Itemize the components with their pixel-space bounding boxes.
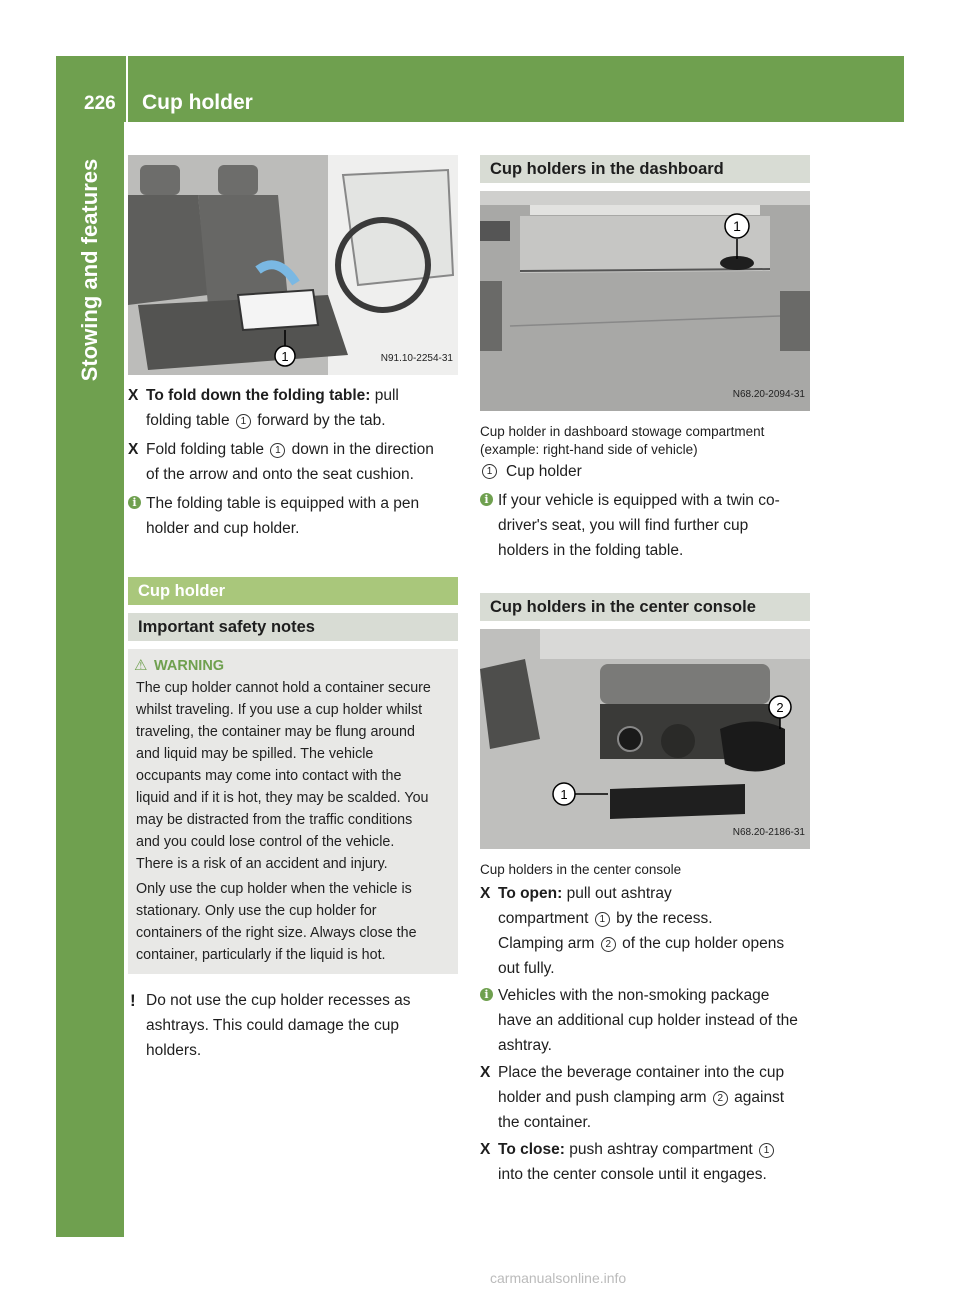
- right-column: [480, 155, 810, 1187]
- callout-marker: 1: [595, 912, 610, 927]
- info-twin-seat: [480, 488, 810, 563]
- warning-line: The cup holder cannot hold a container secure: [136, 680, 431, 696]
- step-text: down in the direction: [287, 441, 434, 458]
- section-title: Cup holder: [128, 577, 458, 605]
- step-text: out fully.: [498, 960, 555, 977]
- step-place: [480, 1060, 810, 1135]
- warning-heading: [136, 655, 450, 677]
- section-title-dashboard: Cup holders in the dashboard: [480, 155, 810, 183]
- info-text: holder and cup holder.: [146, 520, 300, 537]
- svg-text:1: 1: [281, 349, 289, 364]
- page-number: 226: [84, 93, 116, 114]
- header-divider: [126, 56, 128, 122]
- step-arrow-icon: X: [480, 885, 491, 902]
- callout-marker: 1: [759, 1143, 774, 1158]
- warning-text: [136, 677, 450, 966]
- step-lead: To close:: [498, 1141, 565, 1158]
- warning-line: Only use the cup holder when the vehicle is: [136, 881, 412, 897]
- step-text: pull: [370, 387, 399, 404]
- callout-marker: 2: [601, 937, 616, 952]
- warning-line: container, particularly if the liquid is hot.: [136, 947, 386, 963]
- info-folding-table: [128, 491, 458, 541]
- folding-table-photo: [128, 155, 458, 375]
- info-icon: i: [128, 496, 141, 509]
- step-fold-table: [128, 437, 458, 487]
- step-text: by the recess.: [611, 910, 713, 927]
- step-open: [480, 881, 810, 981]
- svg-text:1: 1: [733, 218, 741, 234]
- warning-line: and you could lose control of the vehicle.: [136, 834, 395, 850]
- info-text: Vehicles with the non-smoking package: [498, 987, 770, 1004]
- step-arrow-icon: X: [128, 387, 139, 404]
- note-text: ashtrays. This could damage the cup: [146, 1017, 400, 1034]
- figure-code: N68.20-2094-31: [732, 389, 805, 400]
- step-lead: To open:: [498, 885, 563, 902]
- callout-marker: 1: [482, 464, 497, 479]
- svg-text:1: 1: [560, 787, 568, 802]
- warning-label: WARNING: [154, 658, 225, 674]
- note-text: Do not use the cup holder recesses as: [146, 992, 411, 1009]
- warning-line: traveling, the container may be flung around: [136, 724, 415, 740]
- step-text: Clamping arm: [498, 935, 599, 952]
- figure-code: N91.10-2254-31: [380, 353, 453, 364]
- warning-triangle-icon: ⚠: [134, 657, 148, 674]
- step-text: Fold folding table: [146, 441, 269, 458]
- caption-line: Cup holder in dashboard stowage compartment: [480, 424, 765, 439]
- warning-line: containers of the right size. Always close the: [136, 925, 417, 941]
- subsection-title: Important safety notes: [128, 613, 458, 641]
- step-text: against: [729, 1089, 785, 1106]
- step-text: pull out ashtray: [562, 885, 672, 902]
- info-icon: i: [480, 988, 493, 1001]
- left-column: [128, 155, 458, 1063]
- legend-text: Cup holder: [506, 463, 582, 480]
- info-text: holders in the folding table.: [498, 542, 684, 559]
- info-text: ashtray.: [498, 1037, 552, 1054]
- step-arrow-icon: X: [480, 1064, 491, 1081]
- watermark: carmanualsonline.info: [490, 1270, 627, 1286]
- step-close: [480, 1137, 810, 1187]
- info-text: have an additional cup holder instead of the: [498, 1012, 798, 1029]
- step-arrow-icon: X: [128, 441, 139, 458]
- callout-marker: 1: [236, 414, 251, 429]
- warning-box: [128, 649, 458, 974]
- step-fold-down: [128, 383, 458, 433]
- note-damage: [128, 988, 458, 1063]
- dashboard-figure: [480, 191, 810, 411]
- info-text: The folding table is equipped with a pen: [146, 495, 420, 512]
- svg-text:2: 2: [776, 700, 784, 715]
- console-caption: Cup holders in the center console: [480, 862, 682, 877]
- callout-marker: 2: [713, 1091, 728, 1106]
- dashboard-caption: [480, 423, 810, 459]
- step-text: of the arrow and onto the seat cushion.: [146, 466, 414, 483]
- page-title: Cup holder: [142, 91, 253, 114]
- warning-line: may be distracted from the traffic conditions: [136, 812, 413, 828]
- caption-line: (example: right-hand side of vehicle): [480, 442, 698, 457]
- dashboard-photo: [480, 191, 810, 411]
- warning-line: whilst traveling. If you use a cup holder whilst: [136, 702, 423, 718]
- info-icon: i: [480, 493, 493, 506]
- side-tab: [56, 122, 124, 1237]
- dashboard-legend: [480, 459, 810, 484]
- step-text: Place the beverage container into the cup: [498, 1064, 785, 1081]
- folding-table-figure: [128, 155, 458, 375]
- step-lead: To fold down the folding table:: [146, 387, 371, 404]
- warning-line: occupants may come into contact with the: [136, 768, 402, 784]
- warning-line: and liquid may be spilled. The vehicle: [136, 746, 374, 762]
- step-text: forward by the tab.: [252, 412, 386, 429]
- step-text: holder and push clamping arm: [498, 1089, 711, 1106]
- step-text: of the cup holder opens: [617, 935, 785, 952]
- section-title-console: Cup holders in the center console: [480, 593, 810, 621]
- step-arrow-icon: X: [480, 1141, 491, 1158]
- warning-line: There is a risk of an accident and injury.: [136, 856, 388, 872]
- callout-marker: 1: [270, 443, 285, 458]
- warning-line: stationary. Only use the cup holder for: [136, 903, 377, 919]
- info-non-smoking: [480, 983, 810, 1058]
- console-figure: [480, 629, 810, 849]
- figure-code: N68.20-2186-31: [732, 827, 805, 838]
- side-tab-label: Stowing and features: [77, 158, 102, 382]
- info-text: If your vehicle is equipped with a twin co-: [498, 492, 780, 509]
- warning-line: liquid and if it is hot, they may be scalded. You: [136, 790, 429, 806]
- console-photo: [480, 629, 810, 849]
- exclamation-icon: !: [130, 991, 136, 1010]
- step-text: folding table: [146, 412, 234, 429]
- step-text: the container.: [498, 1114, 592, 1131]
- note-text: holders.: [146, 1042, 202, 1059]
- step-text: into the center console until it engages.: [498, 1166, 767, 1183]
- step-text: compartment: [498, 910, 593, 927]
- info-text: driver's seat, you will find further cup: [498, 517, 749, 534]
- step-text: push ashtray compartment: [564, 1141, 758, 1158]
